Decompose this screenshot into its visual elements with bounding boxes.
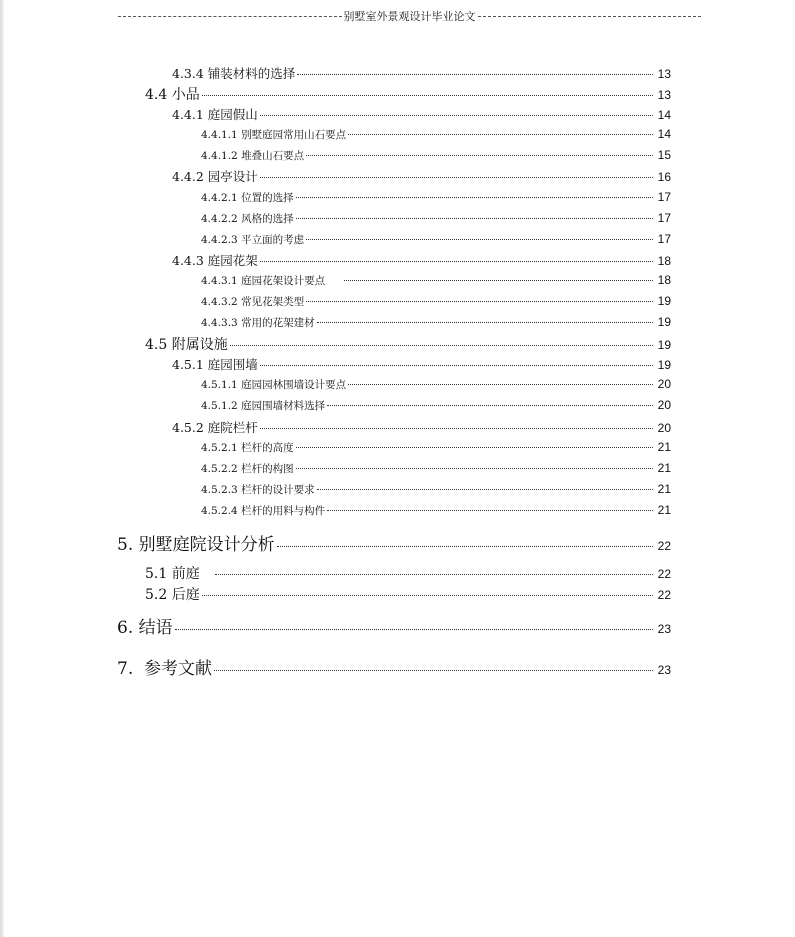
dot-leader [260, 261, 653, 262]
dot-leader [296, 468, 653, 469]
toc-entry-label: 4.4.2 园亭设计 [172, 169, 258, 184]
dot-leader [214, 670, 653, 671]
toc-entry-page: 23 [657, 663, 671, 677]
dot-leader [297, 74, 653, 75]
toc-entry-label: 4.5.1 庭园围墙 [172, 357, 258, 372]
dot-leader [202, 595, 653, 596]
toc-entry[interactable] [201, 127, 671, 142]
toc-entry[interactable] [201, 461, 671, 476]
dot-leader [327, 405, 653, 406]
toc-entry[interactable] [145, 584, 671, 604]
toc-entry-label: 4.4.3.2 常见花架类型 [201, 296, 305, 308]
toc-entry-page: 17 [657, 232, 671, 246]
toc-entry-page: 14 [657, 127, 671, 141]
dot-leader [215, 574, 653, 575]
toc-entry-page: 22 [657, 588, 671, 602]
dot-leader [344, 280, 653, 281]
dot-leader [296, 447, 653, 448]
toc-entry-page: 23 [657, 622, 671, 636]
toc-entry-page: 20 [657, 421, 671, 435]
toc-entry[interactable] [201, 503, 671, 518]
toc-entry-label: 4.4.1.1 别墅庭园常用山石要点 [201, 129, 347, 141]
toc-entry-page: 21 [657, 482, 671, 496]
toc-entry[interactable] [201, 294, 671, 309]
toc-entry-page: 22 [657, 539, 671, 553]
toc-entry[interactable] [117, 530, 671, 555]
dot-leader [277, 546, 653, 547]
toc-entry-label: 5. 别墅庭院设计分析 [117, 535, 275, 555]
toc-entry[interactable] [145, 563, 671, 583]
toc-entry-label: 4.4.3 庭园花架 [172, 253, 258, 268]
toc-entry-page: 17 [657, 211, 671, 225]
toc-entry-label: 4.5.2.4 栏杆的用料与构件 [201, 505, 326, 517]
toc-entry-label: 4.3.4 铺装材料的选择 [172, 66, 296, 81]
toc-entry[interactable] [201, 315, 671, 330]
dot-leader [260, 115, 653, 116]
toc-entry[interactable] [201, 377, 671, 392]
header-rule-right [478, 16, 702, 17]
toc-entry[interactable] [145, 334, 671, 354]
toc-entry[interactable] [145, 84, 671, 104]
header-title: 别墅室外景观设计毕业论文 [343, 10, 476, 23]
toc-entry-page: 19 [657, 294, 671, 308]
toc-entry-label: 4.4.1.2 堆叠山石要点 [201, 150, 305, 162]
toc-entry-label: 4.4.2.1 位置的选择 [201, 192, 294, 204]
toc-entry-label: 4.4.2.2 风格的选择 [201, 213, 294, 225]
toc-entry-page: 16 [657, 170, 671, 184]
dot-leader [306, 155, 653, 156]
toc-entry-label: 4.5.2 庭院栏杆 [172, 420, 258, 435]
toc-entry-label: 4.4.1 庭园假山 [172, 107, 258, 122]
toc-entry-label: 6. 结语 [117, 618, 173, 638]
toc-entry[interactable] [201, 482, 671, 497]
dot-leader [317, 322, 653, 323]
toc-entry[interactable] [201, 211, 671, 226]
toc-entry-label: 4.4.3.1 庭园花架设计要点 [201, 275, 342, 287]
toc-entry-label: 7. 参考文献 [117, 659, 213, 679]
toc-entry[interactable] [172, 105, 671, 123]
toc-entry[interactable] [172, 64, 671, 82]
toc-entry-page: 21 [657, 440, 671, 454]
toc-entry-page: 19 [657, 358, 671, 372]
toc-entry-page: 13 [657, 88, 671, 102]
dot-leader [260, 177, 653, 178]
dot-leader [260, 365, 653, 366]
toc-entry-page: 19 [657, 338, 671, 352]
toc-entry-page: 20 [657, 398, 671, 412]
toc-entry[interactable] [172, 167, 671, 185]
toc-entry-page: 17 [657, 190, 671, 204]
toc-entry-label: 4.5.1.1 庭园园林围墙设计要点 [201, 379, 347, 391]
toc-entry[interactable] [172, 251, 671, 269]
toc-entry-label: 5.1 前庭 [145, 566, 214, 582]
toc-entry-label: 4.5.1.2 庭园围墙材料选择 [201, 400, 326, 412]
page-edge [0, 0, 4, 937]
header-rule-left [118, 16, 342, 17]
dot-leader [296, 218, 653, 219]
dot-leader [306, 301, 653, 302]
toc-entry-label: 4.4.3.3 常用的花架建材 [201, 317, 315, 329]
toc-entry[interactable] [201, 232, 671, 247]
running-header [118, 8, 701, 24]
toc-entry-label: 4.5.2.1 栏杆的高度 [201, 442, 294, 454]
toc-entry-page: 15 [657, 148, 671, 162]
toc-entry[interactable] [201, 398, 671, 413]
toc-entry[interactable] [201, 273, 671, 288]
toc-entry-label: 4.5.2.3 栏杆的设计要求 [201, 484, 315, 496]
toc-entry-page: 18 [657, 254, 671, 268]
dot-leader [306, 239, 653, 240]
dot-leader [317, 489, 653, 490]
toc-entry[interactable] [117, 613, 671, 638]
toc-entry-label: 4.5 附属设施 [145, 337, 228, 353]
toc-entry-page: 21 [657, 461, 671, 475]
toc-entry-label: 5.2 后庭 [145, 587, 200, 603]
dot-leader [327, 510, 653, 511]
toc-entry[interactable] [117, 654, 671, 679]
dot-leader [296, 197, 653, 198]
toc-entry-page: 14 [657, 108, 671, 122]
toc-entry-page: 19 [657, 315, 671, 329]
toc-entry[interactable] [172, 418, 671, 436]
toc-entry[interactable] [201, 190, 671, 205]
toc-entry-page: 20 [657, 377, 671, 391]
dot-leader [175, 629, 653, 630]
dot-leader [348, 134, 653, 135]
toc-entry[interactable] [172, 355, 671, 373]
dot-leader [230, 345, 653, 346]
toc-entry-page: 21 [657, 503, 671, 517]
dot-leader [202, 95, 653, 96]
toc-entry-page: 18 [657, 273, 671, 287]
toc-entry[interactable] [201, 440, 671, 455]
toc-entry-label: 4.5.2.2 栏杆的构图 [201, 463, 294, 475]
toc-entry-page: 13 [657, 67, 671, 81]
dot-leader [348, 384, 653, 385]
dot-leader [260, 428, 653, 429]
toc-entry-label: 4.4 小品 [145, 87, 200, 103]
toc-entry[interactable] [201, 148, 671, 163]
toc-entry-label: 4.4.2.3 平立面的考虑 [201, 234, 305, 246]
toc-entry-page: 22 [657, 567, 671, 581]
